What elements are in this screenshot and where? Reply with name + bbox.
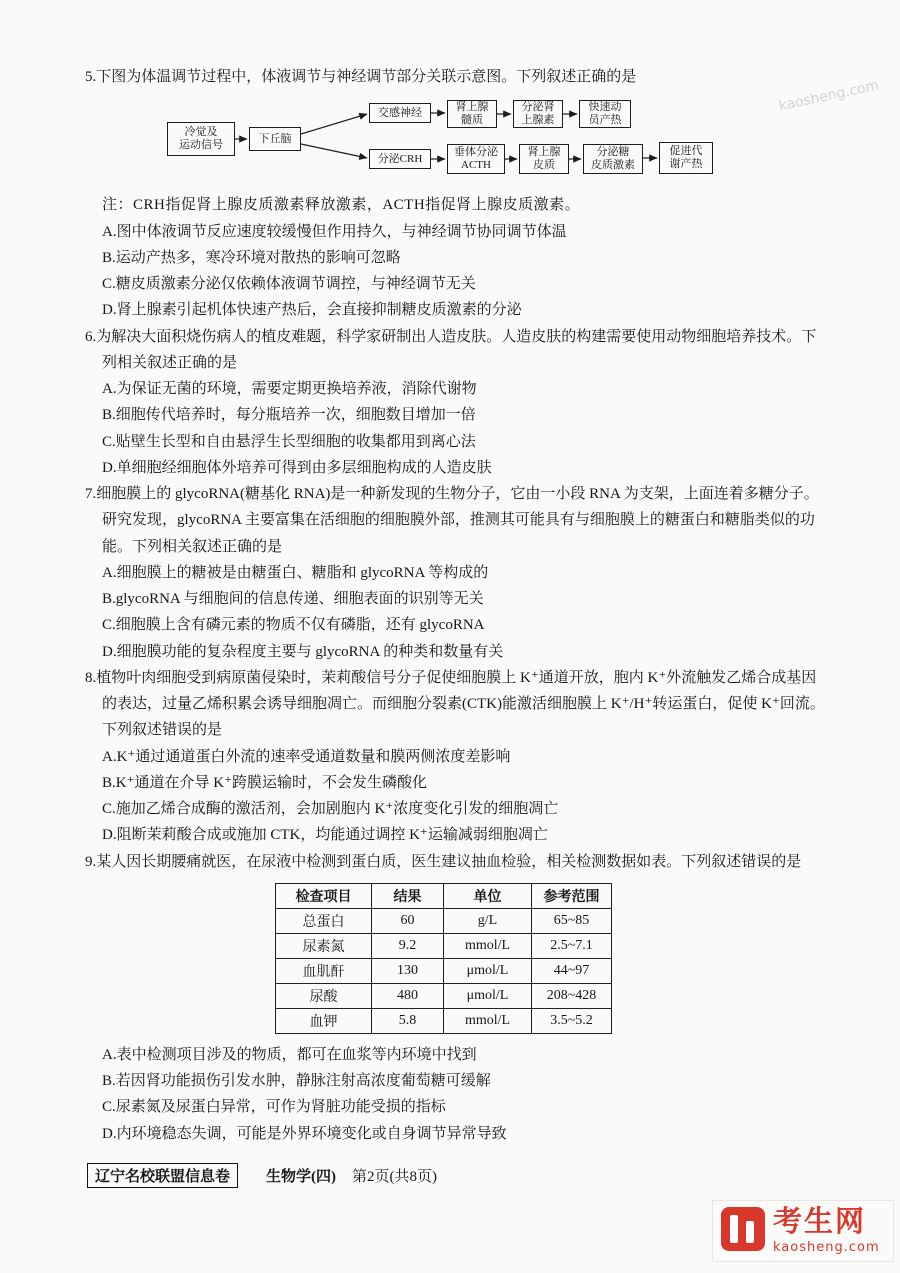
q8-option-b: B.K⁺通道在介导 K⁺跨膜运输时，不会发生磷酸化	[102, 774, 428, 791]
brand-domain: kaosheng.com	[773, 1240, 880, 1256]
footer-page-info: 第2页(共8页)	[352, 1169, 438, 1185]
q5-option-d: D.肾上腺素引起机体快速产热后，会直接抑制糖皮质激素的分泌	[102, 302, 522, 319]
table-row: 尿素氮 9.2 mmol/L 2.5~7.1	[276, 933, 612, 958]
flow-box-sympathetic-nerve: 交感神经	[369, 103, 431, 123]
q5-option-c: C.糖皮质激素分泌仅依赖体液调节调控，与神经调节无关	[102, 276, 476, 292]
q5-note: 注：CRH指促肾上腺皮质激素释放激素，ACTH指促肾上腺皮质激素。	[102, 197, 581, 214]
q7-option-a: A.细胞膜上的糖被是由糖蛋白、糖脂和 glycoRNA 等构成的	[102, 564, 489, 581]
q6-option-a: A.为保证无菌的环境，需要定期更换培养液，消除代谢物	[102, 381, 477, 397]
q5-flowchart	[167, 100, 733, 184]
flow-box-cold-signal: 冷觉及 运动信号	[167, 122, 235, 156]
top-watermark: kaosheng.com	[777, 77, 881, 115]
q7-option-d: D.细胞膜功能的复杂程度主要与 glycoRNA 的种类和数量有关	[102, 643, 504, 660]
question-number: 9.	[85, 853, 97, 870]
q6-option-c: C.贴壁生长型和自由悬浮生长型细胞的收集都用到离心法	[102, 433, 476, 450]
flow-box-pituitary-secrete-acth: 垂体分泌 ACTH	[447, 144, 505, 174]
question-5-stem: 5.下图为体温调节过程中，体液调节与神经调节部分关联示意图。下列叙述正确的是	[85, 69, 637, 85]
q8-option-a: A.K⁺通过通道蛋白外流的速率受通道数量和膜两侧浓度差影响	[102, 748, 511, 765]
question-number: 8.	[85, 669, 97, 686]
flow-box-secrete-adrenaline: 分泌肾 上腺素	[513, 100, 563, 128]
q6-option-d: D.单细胞经细胞体外培养可得到由多层细胞构成的人造皮肤	[102, 459, 492, 476]
col-header: 检查项目	[276, 883, 372, 908]
flow-box-adrenal-medulla: 肾上腺 髓质	[447, 100, 497, 128]
question-number: 7.	[85, 486, 97, 502]
flow-box-secrete-crh: 分泌CRH	[369, 149, 431, 169]
table-header-row	[276, 883, 612, 908]
question-8-stem: 8.植物叶肉细胞受到病原菌侵染时，茉莉酸信号分子促使细胞膜上 K⁺通道开放，胞内 K⁺外流触发乙烯合成基因的表达，过量乙烯积累会诱导细胞凋亡。而细胞分裂素(CTK)能激活细胞膜上 K⁺/H⁺转运蛋白，促使 K⁺回流。下列叙述错误的是	[85, 669, 825, 739]
q8-option-c: C.施加乙烯合成酶的激活剂，会加剧胞内 K⁺浓度变化引发的细胞凋亡	[102, 801, 559, 817]
flow-box-adrenal-cortex: 肾上腺 皮质	[519, 144, 569, 174]
q9-option-d: D.内环境稳态失调，可能是外界环境变化或自身调节异常导致	[102, 1125, 507, 1142]
question-9-stem: 9.某人因长期腰痛就医，在尿液中检测到蛋白质，医生建议抽血检验，相关检测数据如表。下列叙述错误的是	[85, 853, 802, 870]
col-header: 结果	[372, 883, 444, 908]
question-6-stem: 6.为解决大面积烧伤病人的植皮难题，科学家研制出人造皮肤。人造皮肤的构建需要使用动物细胞培养技术。下列相关叙述正确的是	[85, 328, 817, 371]
flow-box-rapid-mobilize-heat: 快速动 员产热	[579, 100, 631, 128]
kaosheng-logo-icon	[721, 1207, 765, 1251]
q5-option-a: A.图中体液调节反应速度较缓慢但作用持久，与神经调节协同调节体温	[102, 223, 567, 240]
question-5	[85, 64, 827, 324]
footer-badge: 辽宁名校联盟信息卷	[87, 1163, 238, 1188]
exam-content	[85, 64, 827, 1147]
q7-option-b: B.glycoRNA 与细胞间的信息传递、细胞表面的识别等无关	[102, 591, 484, 607]
table-row: 总蛋白 60 g/L 65~85	[276, 908, 612, 933]
q9-option-b: B.若因肾功能损伤引发水肿，静脉注射高浓度葡萄糖可缓解	[102, 1073, 491, 1089]
col-header: 单位	[444, 883, 532, 908]
table-row: 尿酸 480 μmol/L 208~428	[276, 983, 612, 1008]
col-header: 参考范围	[532, 883, 612, 908]
flow-box-secrete-glucocorticoid: 分泌糖 皮质激素	[583, 144, 643, 174]
question-number: 6.	[85, 328, 97, 345]
q6-option-b: B.细胞传代培养时，每分瓶培养一次，细胞数目增加一倍	[102, 407, 476, 424]
flow-box-hypothalamus: 下丘脑	[249, 127, 301, 151]
kaosheng-watermark	[712, 1200, 894, 1262]
question-number: 5.	[85, 69, 97, 85]
question-7	[85, 481, 827, 665]
table-row: 血钾 5.8 mmol/L 3.5~5.2	[276, 1008, 612, 1033]
q9-option-c: C.尿素氮及尿蛋白异常，可作为肾脏功能受损的指标	[102, 1099, 446, 1116]
flow-box-promote-metabolic-heat: 促进代 谢产热	[659, 142, 713, 174]
blood-test-table	[275, 883, 612, 1034]
table-row: 血肌酐 130 μmol/L 44~97	[276, 958, 612, 983]
page-footer	[87, 1163, 437, 1188]
q8-option-d: D.阻断茉莉酸合成或施加 CTK，均能通过调控 K⁺运输减弱细胞凋亡	[102, 827, 548, 844]
q9-option-a: A.表中检测项目涉及的物质，都可在血浆等内环境中找到	[102, 1046, 477, 1063]
question-8	[85, 665, 827, 849]
footer-subject: 生物学(四)	[266, 1169, 337, 1185]
brand-name: 考生网	[773, 1206, 867, 1238]
question-7-stem: 7.细胞膜上的 glycoRNA(糖基化 RNA)是一种新发现的生物分子，它由一小段 RNA 为支架，上面连着多糖分子。研究发现，glycoRNA 主要富集在活细胞的细胞膜外部，推测其可能具有与细胞膜上的糖蛋白和糖脂类似的功能。下列相关叙述正确的是	[85, 486, 819, 555]
question-6	[85, 324, 827, 482]
q7-option-c: C.细胞膜上含有磷元素的物质不仅有磷脂，还有 glycoRNA	[102, 617, 485, 634]
question-9	[85, 849, 827, 1147]
q5-option-b: B.运动产热多，寒冷环境对散热的影响可忽略	[102, 249, 401, 266]
